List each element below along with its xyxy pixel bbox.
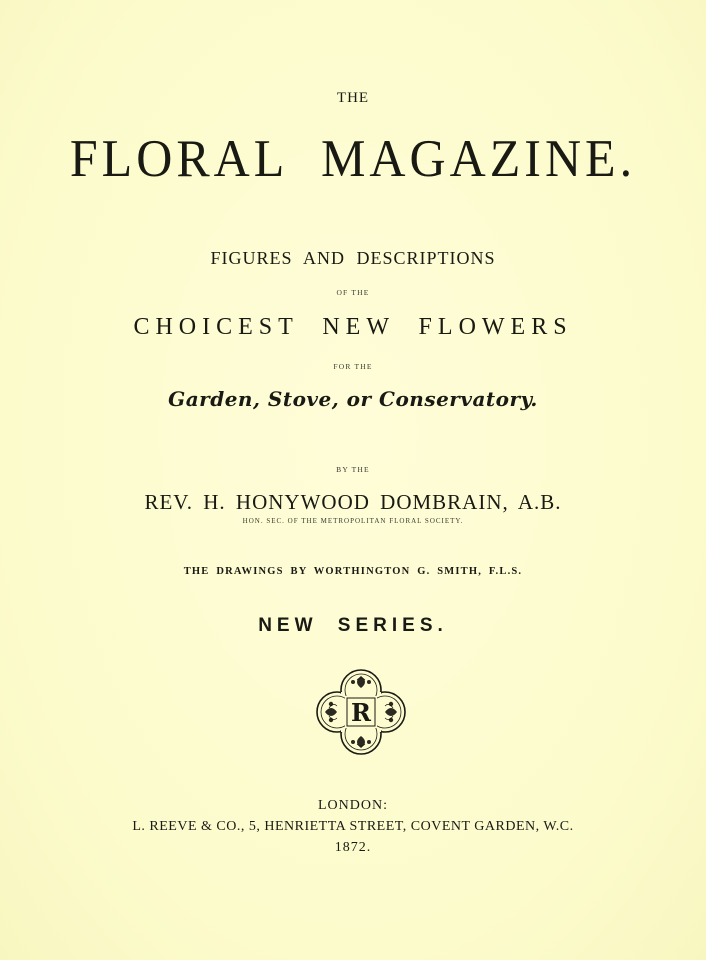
choicest-flowers-line: CHOICEST NEW FLOWERS	[133, 314, 573, 340]
garden-stove-conservatory-line: Garden, Stove, or Conservatory.	[168, 387, 538, 411]
publication-year: 1872.	[334, 840, 372, 855]
title-article: THE	[336, 90, 370, 106]
author-name: REV. H. HONYWOOD DOMBRAIN, A.B.	[144, 490, 562, 514]
series-label: NEW SERIES.	[258, 615, 448, 636]
for-the-line: FOR THE	[333, 362, 373, 371]
author-affiliation: HON. SEC. OF THE METROPOLITAN FLORAL SOCIETY.	[242, 517, 464, 525]
emblem-letter: R	[351, 698, 371, 727]
publisher-monogram-emblem-icon	[315, 668, 407, 756]
publisher-address: L. REEVE & CO., 5, HENRIETTA STREET, COVENT GARDEN, W.C.	[132, 819, 574, 834]
main-title: FLORAL MAGAZINE.	[69, 128, 637, 188]
of-the-line: OF THE	[336, 288, 370, 297]
by-the-line: BY THE	[336, 465, 370, 474]
subtitle: FIGURES AND DESCRIPTIONS	[210, 248, 496, 268]
illustrator-credit: THE DRAWINGS BY WORTHINGTON G. SMITH, F.L.S.	[183, 566, 523, 577]
publication-city: LONDON:	[318, 798, 388, 813]
